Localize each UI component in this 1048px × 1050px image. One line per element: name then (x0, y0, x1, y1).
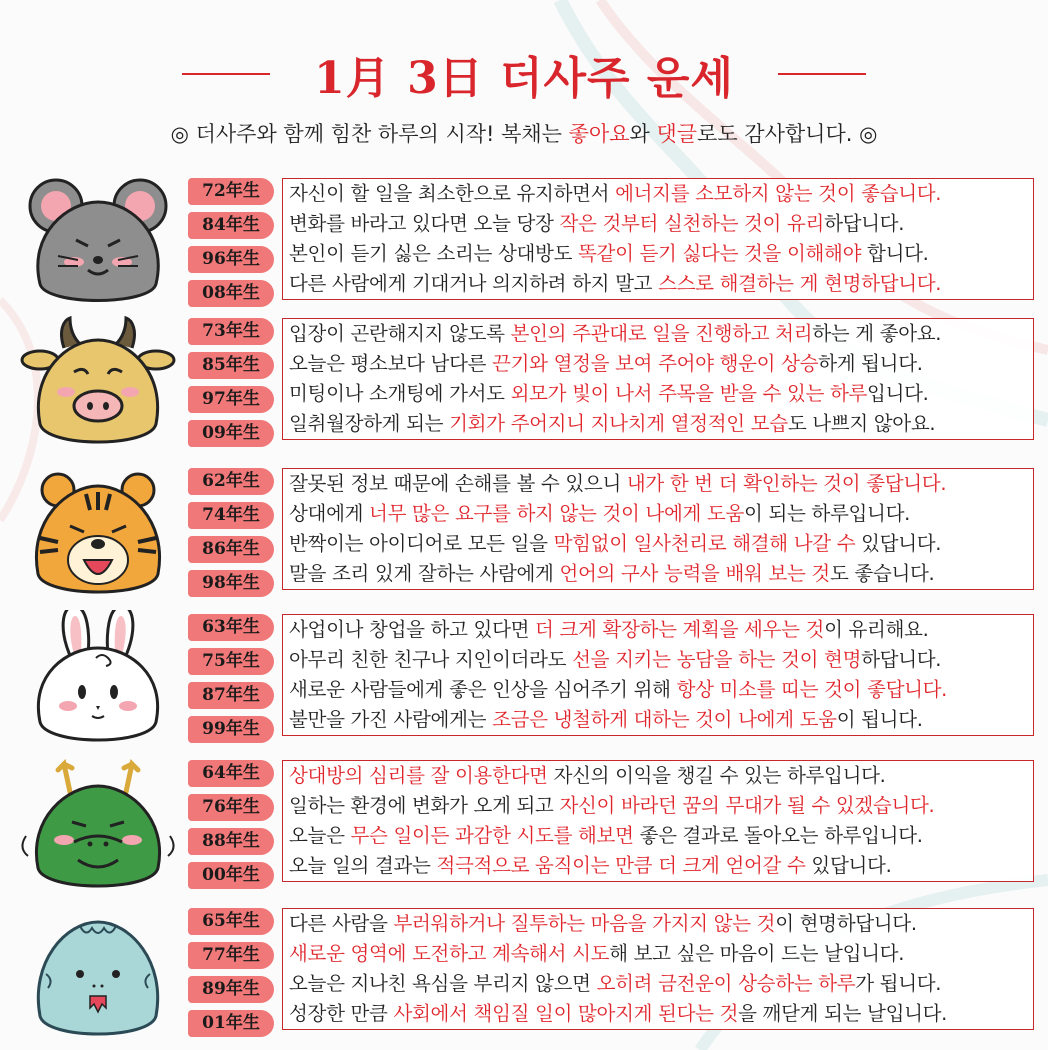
fortune-line-text: 변화를 바라고 있다면 오늘 당장 (289, 212, 560, 235)
fortune-line-text: 도 나쁘지 않아요. (787, 412, 936, 435)
fortune-line-highlight: 상대방의 심리를 잘 이용한다면 (289, 764, 548, 787)
fortune-line-highlight: 언어의 구사 능력을 배워 보는 것 (559, 562, 830, 585)
fortune-line-highlight: 작은 것부터 실천하는 것이 유리 (559, 212, 825, 235)
birth-year-tags (188, 178, 274, 314)
fortune-text-box (282, 318, 1034, 440)
fortune-line-text: 반짝이는 아이디어로 모든 일을 (289, 532, 554, 555)
birth-year-tag: 97年生 (188, 386, 274, 413)
fortune-line-text: 입장이 곤란해지지 않도록 (289, 322, 511, 345)
birth-year-tag: 63年生 (188, 614, 274, 641)
fortune-line-text: 사업이나 창업을 하고 있다면 (289, 618, 536, 641)
fortune-line-text: 오늘 일의 결과는 (289, 854, 437, 877)
fortune-line-text: 가 됩니다. (855, 972, 942, 995)
fortune-line-text: 말을 조리 있게 잘하는 사람에게 (289, 562, 560, 585)
fortune-line-text: 아무리 친한 친구나 지인이더라도 (289, 648, 573, 671)
fortune-section-rat (0, 178, 1048, 306)
fortune-line-highlight: 내가 한 번 더 확인하는 것이 좋답니다. (626, 472, 947, 495)
fortune-line-highlight: 본인의 주관대로 일을 진행하고 처리 (510, 322, 813, 345)
fortune-line-text: 하게 됩니다. (818, 352, 923, 375)
birth-year-tags (188, 908, 274, 1044)
fortune-line (289, 379, 1027, 409)
fortune-line (289, 409, 1027, 439)
fortune-section-snake (0, 908, 1048, 1036)
fortune-line-text: 새로운 사람들에게 좋은 인상을 심어주기 위해 (289, 678, 677, 701)
fortune-line-text: 합니다. (861, 242, 929, 265)
fortune-line-text: 일하는 환경에 변화가 오게 되고 (289, 794, 560, 817)
fortune-line-text: 오늘은 지나친 욕심을 부리지 않으면 (289, 972, 597, 995)
fortune-line (289, 615, 1027, 645)
fortune-line-highlight: 기회가 주어지니 지나치게 열정적인 모습 (449, 412, 788, 435)
fortune-line-text: 상대에게 (289, 502, 370, 525)
fortune-line-text: 본인이 듣기 싫은 소리는 상대방도 (289, 242, 579, 265)
fortune-line (289, 851, 1027, 881)
fortune-line-text: 자신의 이익을 챙길 수 있는 하루입니다. (547, 764, 886, 787)
fortune-line (289, 791, 1027, 821)
fortune-line-highlight: 사회에서 책임질 일이 많아지게 된다는 것 (393, 1002, 739, 1025)
fortune-text-box (282, 468, 1034, 590)
birth-year-tag: 88年生 (188, 828, 274, 855)
rabbit-icon (18, 610, 178, 750)
fortune-line-highlight: 선을 지키는 농담을 하는 것이 현명 (572, 648, 862, 671)
fortune-line-text: 자신이 할 일을 최소한으로 유지하면서 (289, 182, 616, 205)
fortune-line-highlight: 똑같이 듣기 싫다는 것을 이해해야 (578, 242, 862, 265)
fortune-line-highlight: 오히려 금전운이 상승하는 하루 (596, 972, 856, 995)
fortune-line-highlight: 무슨 일이든 과감한 시도를 해보면 (350, 824, 634, 847)
fortune-line (289, 469, 1027, 499)
fortune-line-text: 미팅이나 소개팅에 가서도 (289, 382, 511, 405)
fortune-line (289, 499, 1027, 529)
subtitle-suffix: 로도 감사합니다. ◎ (697, 122, 878, 146)
birth-year-tag: 85年生 (188, 352, 274, 379)
fortune-line (289, 969, 1027, 999)
page-title: 1月 3日 더사주 운세 (314, 53, 734, 104)
fortune-line (289, 179, 1027, 209)
birth-year-tag: 87年生 (188, 682, 274, 709)
fortune-line-text: 이 되는 하루입니다. (744, 502, 911, 525)
fortune-section-rabbit (0, 614, 1048, 742)
fortune-line-highlight: 적극적으로 움직이는 만큼 더 크게 얻어갈 수 (436, 854, 806, 877)
birth-year-tag: 01年生 (188, 1010, 274, 1037)
tiger-icon (18, 464, 178, 604)
fortune-line-text: 있답니다. (805, 854, 892, 877)
title-rule-right (778, 73, 866, 75)
subtitle-comment-word: 댓글 (656, 122, 698, 146)
fortune-line (289, 705, 1027, 735)
fortune-line (289, 239, 1027, 269)
fortune-line (289, 675, 1027, 705)
fortune-line-highlight: 외모가 빛이 나서 주목을 받을 수 있는 하루 (510, 382, 868, 405)
fortune-line-text: 도 좋습니다. (829, 562, 935, 585)
birth-year-tag: 98年生 (188, 570, 274, 597)
fortune-section-dragon (0, 760, 1048, 888)
fortune-line-text: 입니다. (867, 382, 929, 405)
birth-year-tag: 08年生 (188, 280, 274, 307)
fortune-line (289, 529, 1027, 559)
fortune-line-text: 다른 사람을 (289, 912, 394, 935)
fortune-line (289, 269, 1027, 299)
birth-year-tag: 99年生 (188, 716, 274, 743)
fortune-line (289, 999, 1027, 1029)
fortune-line-text: 성장한 만큼 (289, 1002, 394, 1025)
dragon-icon (18, 756, 178, 896)
fortune-line-highlight: 부러워하거나 질투하는 마음을 가지지 않는 것 (393, 912, 776, 935)
fortune-line-text: 이 현명하답니다. (775, 912, 917, 935)
fortune-line-text: 있답니다. (855, 532, 942, 555)
birth-year-tag: 09年生 (188, 420, 274, 447)
fortune-text-box (282, 614, 1034, 736)
fortune-line (289, 939, 1027, 969)
birth-year-tags (188, 318, 274, 454)
subtitle-like-word: 좋아요 (568, 122, 630, 146)
fortune-line-text: 잘못된 정보 때문에 손해를 볼 수 있으니 (289, 472, 627, 495)
birth-year-tags (188, 614, 274, 750)
fortune-line-highlight: 스스로 해결하는 게 현명하답니다. (658, 272, 942, 295)
birth-year-tag: 74年生 (188, 502, 274, 529)
birth-year-tag: 89年生 (188, 976, 274, 1003)
fortune-text-box (282, 908, 1034, 1030)
title-rule-left (182, 73, 270, 75)
fortune-line-text: 해 보고 싶은 마음이 드는 날입니다. (609, 942, 905, 965)
fortune-line (289, 909, 1027, 939)
fortune-line-highlight: 자신이 바라던 꿈의 무대가 될 수 있겠습니다. (559, 794, 935, 817)
title-row (0, 44, 1048, 104)
birth-year-tag: 75年生 (188, 648, 274, 675)
subtitle (0, 118, 1048, 148)
fortune-line (289, 209, 1027, 239)
fortune-line-highlight: 항상 미소를 띠는 것이 좋답니다. (676, 678, 948, 701)
fortune-line-highlight: 조금은 냉철하게 대하는 것이 나에게 도움 (492, 708, 837, 731)
fortune-line-text: 하답니다. (861, 648, 942, 671)
fortune-line-highlight: 끈기와 열정을 보여 주어야 행운이 상승 (492, 352, 819, 375)
birth-year-tag: 73年生 (188, 318, 274, 345)
fortune-line-text: 좋은 결과로 돌아오는 하루입니다. (633, 824, 923, 847)
birth-year-tag: 72年生 (188, 178, 274, 205)
fortune-line-text: 오늘은 평소보다 남다른 (289, 352, 493, 375)
fortune-line-highlight: 막힘없이 일사천리로 해결해 나갈 수 (553, 532, 856, 555)
fortune-line-highlight: 너무 많은 요구를 하지 않는 것이 나에게 도움 (369, 502, 745, 525)
subtitle-mid: 와 (629, 122, 657, 146)
fortune-section-ox (0, 318, 1048, 446)
birth-year-tag: 77年生 (188, 942, 274, 969)
fortune-line-highlight: 새로운 영역에 도전하고 계속해서 시도 (289, 942, 610, 965)
snake-icon (18, 904, 178, 1044)
birth-year-tag: 84年生 (188, 212, 274, 239)
subtitle-prefix: ◎ 더사주와 함께 힘찬 하루의 시작! 복채는 (170, 122, 569, 146)
birth-year-tag: 00年生 (188, 862, 274, 889)
rat-icon (18, 174, 178, 314)
birth-year-tags (188, 468, 274, 604)
fortune-line-text: 이 유리해요. (824, 618, 929, 641)
fortune-line-text: 다른 사람에게 기대거나 의지하려 하지 말고 (289, 272, 659, 295)
fortune-line-text: 일취월장하게 되는 (289, 412, 450, 435)
fortune-text-box (282, 178, 1034, 300)
ox-icon (18, 314, 178, 454)
fortune-line-highlight: 에너지를 소모하지 않는 것이 좋습니다. (615, 182, 942, 205)
fortune-line-text: 하답니다. (824, 212, 905, 235)
fortune-section-tiger (0, 468, 1048, 596)
fortune-line (289, 559, 1027, 589)
fortune-line-text: 이 됩니다. (836, 708, 923, 731)
birth-year-tag: 62年生 (188, 468, 274, 495)
birth-year-tag: 96年生 (188, 246, 274, 273)
fortune-line (289, 319, 1027, 349)
birth-year-tag: 64年生 (188, 760, 274, 787)
fortune-line (289, 349, 1027, 379)
fortune-line (289, 645, 1027, 675)
birth-year-tag: 76年生 (188, 794, 274, 821)
fortune-text-box (282, 760, 1034, 882)
birth-year-tag: 65年生 (188, 908, 274, 935)
birth-year-tags (188, 760, 274, 896)
fortune-line (289, 821, 1027, 851)
fortune-line-text: 하는 게 좋아요. (812, 322, 942, 345)
fortune-line-text: 오늘은 (289, 824, 351, 847)
birth-year-tag: 86年生 (188, 536, 274, 563)
fortune-line-text: 불만을 가진 사람에게는 (289, 708, 493, 731)
fortune-line-text: 을 깨닫게 되는 날입니다. (738, 1002, 948, 1025)
fortune-line (289, 761, 1027, 791)
fortune-line-highlight: 더 크게 확장하는 계획을 세우는 것 (535, 618, 825, 641)
